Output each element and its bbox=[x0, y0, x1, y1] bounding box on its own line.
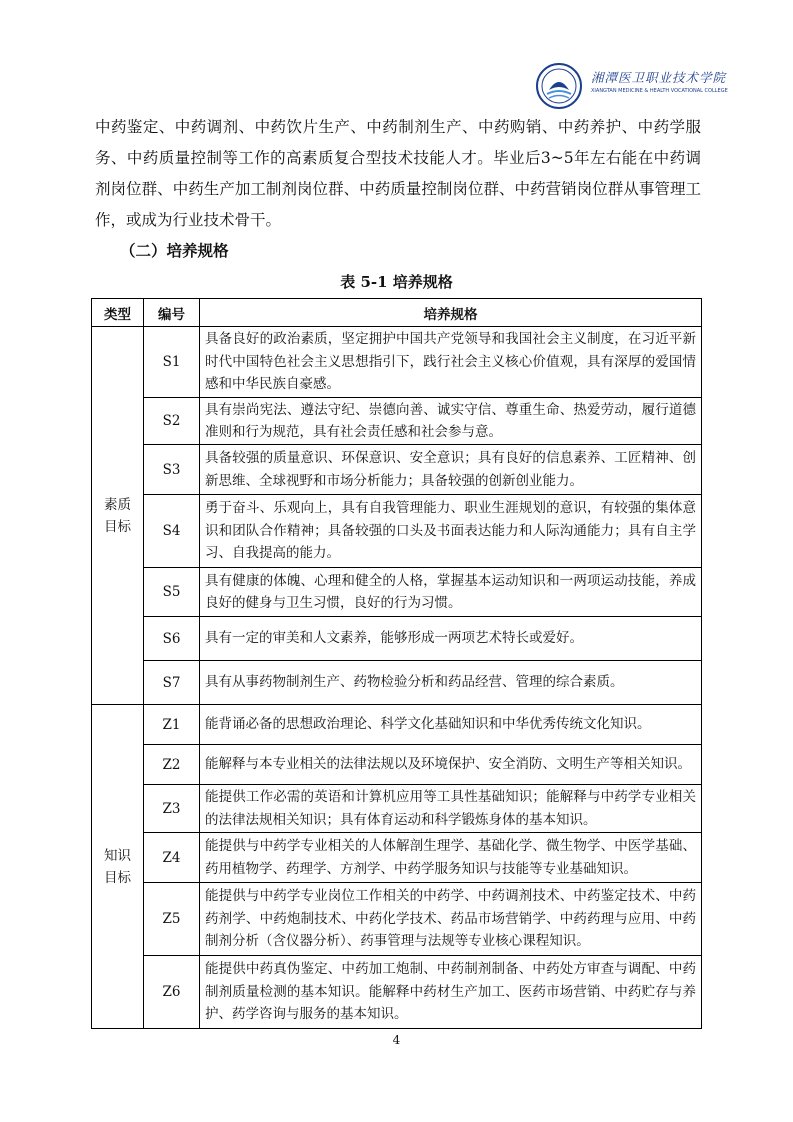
row-code: Z6 bbox=[144, 956, 200, 1029]
table-row bbox=[92, 445, 702, 495]
row-code: Z5 bbox=[144, 883, 200, 956]
row-code: S5 bbox=[144, 568, 200, 617]
table-row bbox=[92, 705, 702, 745]
row-code: S7 bbox=[144, 661, 200, 705]
table-row bbox=[92, 833, 702, 883]
row-code: S6 bbox=[144, 617, 200, 661]
table-row bbox=[92, 956, 702, 1029]
row-code: S4 bbox=[144, 495, 200, 568]
table-row bbox=[92, 661, 702, 705]
row-text: 具备较强的质量意识、环保意识、安全意识；具有良好的信息素养、工匠精神、创新思维、全球视野和市场分析能力；具备较强的创新创业能力。 bbox=[200, 445, 702, 495]
row-text: 具有一定的审美和人文素养，能够形成一两项艺术特长或爱好。 bbox=[200, 617, 702, 661]
row-code: S3 bbox=[144, 445, 200, 495]
table-row bbox=[92, 617, 702, 661]
header-type: 类型 bbox=[92, 299, 144, 327]
school-emblem-icon bbox=[535, 62, 583, 110]
intro-paragraph: 中药鉴定、中药调剂、中药饮片生产、中药制剂生产、中药购销、中药养护、中药学服务、中药质量控制等工作的高素质复合型技术技能人才。毕业后3~5年左右能在中药调剂岗位群、中药生产加工制剂岗位群、中药质量控制岗位群、中药营销岗位群从事管理工作，或成为行业技术骨干。 bbox=[95, 118, 701, 229]
row-code: S2 bbox=[144, 398, 200, 445]
table-caption: 表 5-1 培养规格 bbox=[340, 273, 453, 291]
table-row bbox=[92, 327, 702, 398]
row-code: S1 bbox=[144, 327, 200, 398]
row-text: 具有崇尚宪法、遵法守纪、崇德向善、诚实守信、尊重生命、热爱劳动，履行道德准则和行为规范，具有社会责任感和社会参与意。 bbox=[200, 398, 702, 445]
category-label: 素质目标 bbox=[104, 496, 131, 535]
row-text: 能提供工作必需的英语和计算机应用等工具性基础知识；能解释与中药学专业相关的法律法规相关知识；具有体育运动和科学锻炼身体的基本知识。 bbox=[200, 785, 702, 833]
school-name: 湘潭医卫职业技术学院 bbox=[591, 70, 727, 85]
category-cell-quality bbox=[92, 327, 144, 705]
table-row bbox=[92, 785, 702, 833]
row-text: 能提供中药真伪鉴定、中药加工炮制、中药制剂制备、中药处方审查与调配、中药制剂质量检测的基本知识。能解释中药材生产加工、医药市场营销、中药贮存与养护、药学咨询与服务的基本知识。 bbox=[200, 956, 702, 1029]
table-row bbox=[92, 568, 702, 617]
table-row bbox=[92, 495, 702, 568]
header-spec: 培养规格 bbox=[200, 299, 702, 327]
table-row bbox=[92, 398, 702, 445]
header-code: 编号 bbox=[144, 299, 200, 327]
row-text: 具有健康的体魄、心理和健全的人格，掌握基本运动知识和一两项运动技能，养成良好的健身与卫生习惯，良好的行为习惯。 bbox=[200, 568, 702, 617]
row-code: Z1 bbox=[144, 705, 200, 745]
row-text: 具备良好的政治素质，坚定拥护中国共产党领导和我国社会主义制度，在习近平新时代中国特色社会主义思想指引下，践行社会主义核心价值观，具有深厚的爱国情感和中华民族自豪感。 bbox=[200, 327, 702, 398]
table-header-row bbox=[92, 299, 702, 327]
school-logo bbox=[535, 62, 728, 107]
category-label: 知识目标 bbox=[104, 847, 131, 886]
row-code: Z4 bbox=[144, 833, 200, 883]
row-code: Z3 bbox=[144, 785, 200, 833]
row-text: 能解释与本专业相关的法律法规以及环境保护、安全消防、文明生产等相关知识。 bbox=[200, 745, 702, 785]
row-text: 能提供与中药学专业岗位工作相关的中药学、中药调剂技术、中药鉴定技术、中药药剂学、中药炮制技术、中药化学技术、药品市场营销学、中药药理与应用、中药制剂分析（含仪器分析）、药事管理与法规等专业核心课程知识。 bbox=[200, 883, 702, 956]
row-text: 能背诵必备的思想政治理论、科学文化基础知识和中华优秀传统文化知识。 bbox=[200, 705, 702, 745]
row-text: 能提供与中药学专业相关的人体解剖生理学、基础化学、微生物学、中医学基础、药用植物学、药理学、方剂学、中药学服务知识与技能等专业基础知识。 bbox=[200, 833, 702, 883]
training-spec-table bbox=[91, 298, 702, 1029]
row-text: 勇于奋斗、乐观向上，具有自我管理能力、职业生涯规划的意识，有较强的集体意识和团队合作精神；具备较强的口头及书面表达能力和人际沟通能力；具有自主学习、自我提高的能力。 bbox=[200, 495, 702, 568]
row-text: 具有从事药物制剂生产、药物检验分析和药品经营、管理的综合素质。 bbox=[200, 661, 702, 705]
school-name-en: XIANGTAN MEDICINE & HEALTH VOCATIONAL COLLEGE bbox=[591, 88, 728, 94]
section-heading: （二）培养规格 bbox=[120, 241, 229, 260]
table-row bbox=[92, 883, 702, 956]
page-number: 4 bbox=[392, 1033, 401, 1047]
table-row bbox=[92, 745, 702, 785]
category-cell-knowledge bbox=[92, 705, 144, 1029]
row-code: Z2 bbox=[144, 745, 200, 785]
